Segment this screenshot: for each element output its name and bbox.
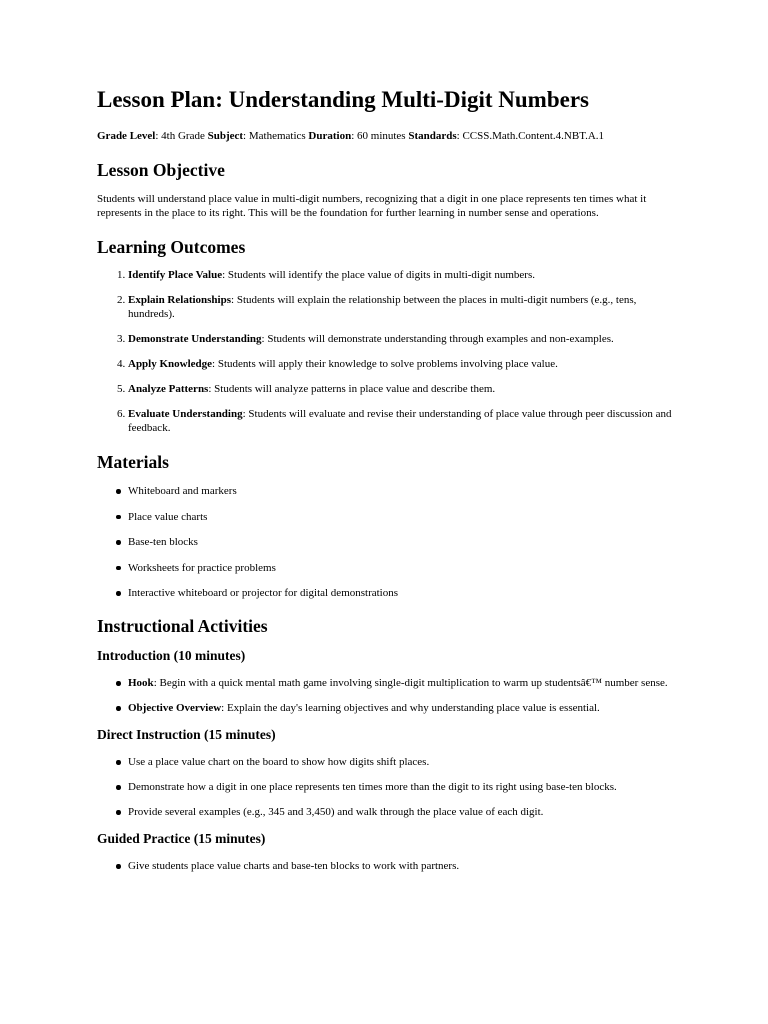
outcome-text: : Students will apply their knowledge to solve problems involving place value.: [212, 358, 558, 370]
outcome-item: [128, 382, 677, 396]
lesson-meta: [97, 129, 677, 143]
outcome-text: : Students will evaluate and revise their understanding of place value through peer discussion and feedback.: [128, 408, 672, 434]
material-item: [128, 586, 677, 600]
objective-text: Students will understand place value in multi-digit numbers, recognizing that a digit in one place represents ten times what it represents in the place to its right. This will be the foundation for further learning in number sense and operations.: [97, 193, 647, 219]
material-item: [128, 535, 677, 549]
bullet-icon: [116, 566, 121, 571]
outcome-text: : Students will analyze patterns in place value and describe them.: [208, 383, 496, 395]
bullet-icon: [116, 489, 121, 494]
activity-label: Hook: [128, 677, 154, 690]
material-text: Base-ten blocks: [128, 536, 198, 549]
activity-item: [128, 676, 677, 690]
activity-text: Provide several examples (e.g., 345 and 3,450) and walk through the place value of each digit.: [128, 806, 544, 819]
document-page: [97, 84, 677, 884]
outcome-text: : Students will explain the relationship between the places in multi-digit numbers (e.g., tens, hundreds).: [128, 294, 637, 320]
subject-label: Subject: [207, 130, 244, 142]
outcome-item: [128, 332, 677, 346]
material-text: Worksheets for practice problems: [128, 561, 276, 574]
direct-instruction-heading: Direct Instruction (15 minutes): [97, 727, 276, 743]
activity-item: [128, 701, 677, 715]
outcomes-heading: Learning Outcomes: [97, 237, 246, 257]
standards-label: Standards: [408, 130, 457, 142]
bullet-icon: [116, 706, 121, 711]
introduction-list: [97, 676, 677, 715]
activities-heading: Instructional Activities: [97, 616, 268, 637]
material-item: [128, 484, 677, 498]
outcome-text: : Students will demonstrate understanding through examples and non-examples.: [261, 333, 614, 345]
outcome-label: Evaluate Understanding: [128, 408, 243, 420]
activity-text: Use a place value chart on the board to show how digits shift places.: [128, 756, 430, 769]
standards-value: : CCSS.Math.Content.4.NBT.A.1: [456, 130, 605, 142]
material-text: Whiteboard and markers: [128, 485, 237, 497]
duration-value: : 60 minutes: [351, 130, 409, 142]
bullet-icon: [116, 591, 121, 596]
materials-list: [97, 484, 677, 600]
activity-item: [128, 755, 677, 769]
material-text: Interactive whiteboard or projector for digital demonstrations: [128, 587, 399, 600]
outcome-item: [128, 407, 677, 435]
activity-text: : Begin with a quick mental math game involving single-digit multiplication to warm up studentsâ€™ number sense.: [153, 677, 668, 690]
outcome-item: [128, 293, 677, 321]
outcome-label: Apply Knowledge: [128, 358, 213, 370]
outcome-item: [128, 357, 677, 371]
outcome-label: Explain Relationships: [128, 294, 232, 306]
material-text: Place value charts: [128, 510, 208, 523]
duration-label: Duration: [308, 130, 352, 142]
materials-heading: Materials: [97, 452, 169, 472]
subject-value: : Mathematics: [243, 130, 309, 142]
guided-practice-list: [97, 859, 677, 873]
activity-text: Demonstrate how a digit in one place represents ten times more than the digit to its right using base-ten blocks.: [128, 781, 617, 794]
material-item: [128, 510, 677, 524]
activity-item: [128, 805, 677, 819]
outcomes-list: [97, 268, 677, 435]
bullet-icon: [116, 681, 121, 686]
activity-item: [128, 859, 677, 873]
outcome-item: [128, 268, 677, 282]
bullet-icon: [116, 760, 121, 765]
outcome-label: Identify Place Value: [128, 269, 223, 281]
bullet-icon: [116, 785, 121, 790]
activity-item: [128, 780, 677, 794]
grade-value: : 4th Grade: [155, 130, 208, 142]
page-title: Lesson Plan: Understanding Multi-Digit Numbers: [97, 87, 589, 112]
bullet-icon: [116, 864, 121, 869]
activity-label: Objective Overview: [128, 702, 222, 715]
outcome-label: Demonstrate Understanding: [128, 333, 262, 345]
introduction-heading: Introduction (10 minutes): [97, 648, 246, 664]
guided-practice-heading: Guided Practice (15 minutes): [97, 831, 266, 847]
bullet-icon: [116, 515, 121, 520]
outcome-text: : Students will identify the place value of digits in multi-digit numbers.: [222, 269, 535, 281]
objective-heading: Lesson Objective: [97, 160, 225, 180]
bullet-icon: [116, 810, 121, 815]
bullet-icon: [116, 540, 121, 545]
activity-text: Give students place value charts and base-ten blocks to work with partners.: [128, 860, 460, 873]
grade-label: Grade Level: [97, 130, 156, 142]
material-item: [128, 561, 677, 575]
direct-instruction-list: [97, 755, 677, 819]
outcome-label: Analyze Patterns: [128, 383, 209, 395]
activity-text: : Explain the day's learning objectives and why understanding place value is essential.: [221, 702, 600, 715]
